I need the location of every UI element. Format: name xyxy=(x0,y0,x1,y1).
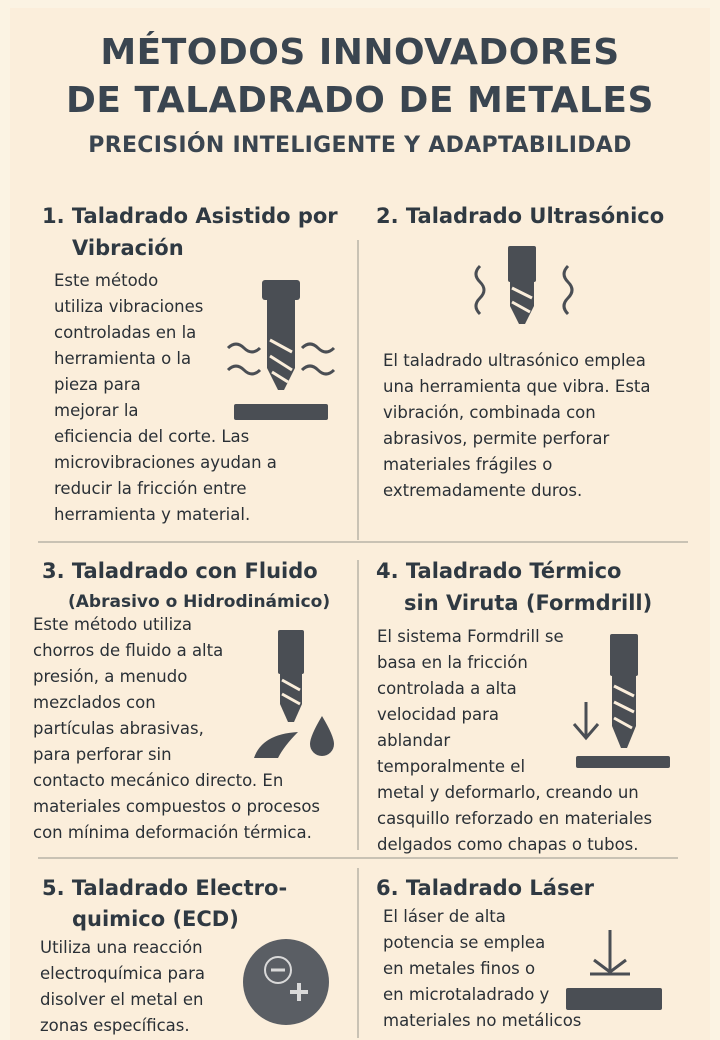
body-line: potencia se emplea xyxy=(383,933,546,952)
body-line: microvibraciones ayudan a xyxy=(54,453,277,472)
body-line: El taladrado ultrasónico emplea xyxy=(383,351,646,370)
section-2-body xyxy=(383,348,651,504)
body-line: eficiencia del corte. Las xyxy=(54,427,250,446)
body-line: en microtaladrado y xyxy=(383,985,550,1004)
section-3-heading: 3. Taladrado con Fluido xyxy=(42,559,318,583)
thermal-drill-icon xyxy=(566,632,676,770)
body-line: mejorar la xyxy=(54,401,139,420)
laser-drill-icon xyxy=(564,926,664,1016)
divider-vertical-3 xyxy=(357,868,359,1038)
body-line: en metales finos o xyxy=(383,959,536,978)
body-line: partículas abrasivas, xyxy=(33,719,204,738)
section-6-heading: 6. Taladrado Láser xyxy=(376,876,595,900)
body-line: pieza para xyxy=(54,375,141,394)
body-line: materiales no metálicos xyxy=(383,1011,582,1030)
divider-vertical-1 xyxy=(357,240,359,540)
body-line: controlada a alta xyxy=(377,679,517,698)
vibration-drill-icon xyxy=(222,278,342,428)
section-6-body xyxy=(383,904,581,1034)
section-5-heading: 5. Taladrado Electro- xyxy=(42,876,288,900)
body-line: electroquímica para xyxy=(40,964,206,983)
body-line: presión, a menudo xyxy=(33,667,188,686)
electrochemical-icon xyxy=(240,936,332,1028)
body-line: reducir la fricción entre xyxy=(54,479,247,498)
divider-vertical-2 xyxy=(357,560,359,850)
section-4-heading-2: sin Viruta (Formdrill) xyxy=(404,591,653,615)
body-line: con mínima deformación térmica. xyxy=(33,823,312,842)
subtitle: PRECISIÓN INTELIGENTE Y ADAPTABILIDAD xyxy=(88,133,632,158)
body-line: vibración, combinada con xyxy=(383,403,596,422)
body-line: zonas específicas. xyxy=(40,1016,190,1035)
body-line: contacto mecánico directo. En xyxy=(33,771,284,790)
body-line: delgados como chapas o tubos. xyxy=(377,835,639,854)
section-5-body xyxy=(40,935,205,1039)
title-line-1: MÉTODOS INNOVADORES xyxy=(100,32,620,73)
body-line: ablandar xyxy=(377,731,451,750)
body-line: disolver el metal en xyxy=(40,990,204,1009)
body-line: temporalmente el xyxy=(377,757,526,776)
body-line: herramienta o la xyxy=(54,349,192,368)
ultrasonic-drill-icon xyxy=(470,244,580,328)
section-1-heading-2: Vibración xyxy=(72,236,184,260)
section-4-heading: 4. Taladrado Térmico xyxy=(376,559,622,583)
body-line: extremadamente duros. xyxy=(383,481,583,500)
body-line: casquillo reforzado en materiales xyxy=(377,809,653,828)
fluid-drill-icon xyxy=(248,628,343,766)
body-line: Este método utiliza xyxy=(33,615,192,634)
body-line: materiales frágiles o xyxy=(383,455,553,474)
body-line: metal y deformarlo, creando un xyxy=(377,783,639,802)
body-line: velocidad para xyxy=(377,705,500,724)
body-line: controladas en la xyxy=(54,323,197,342)
divider-horizontal-1 xyxy=(38,541,688,543)
body-line: mezclados con xyxy=(33,693,156,712)
body-line: El sistema Formdrill se xyxy=(377,627,564,646)
body-line: herramienta y material. xyxy=(54,505,251,524)
section-5-heading-2: quimico (ECD) xyxy=(72,907,239,931)
body-line: basa en la fricción xyxy=(377,653,528,672)
body-line: chorros de fluido a alta xyxy=(33,641,224,660)
body-line: Utiliza una reacción xyxy=(40,938,203,957)
title-line-2: DE TALADRADO DE METALES xyxy=(66,80,654,121)
body-line: El láser de alta xyxy=(383,907,506,926)
section-1-heading: 1. Taladrado Asistido por xyxy=(42,204,338,228)
section-2-heading: 2. Taladrado Ultrasónico xyxy=(376,204,665,228)
body-line: una herramienta que vibra. Esta xyxy=(383,377,651,396)
body-line: Este método xyxy=(54,271,159,290)
body-line: abrasivos, permite perforar xyxy=(383,429,610,448)
body-line: materiales compuestos o procesos xyxy=(33,797,321,816)
section-3-subheading: (Abrasivo o Hidrodinámico) xyxy=(68,592,331,612)
body-line: utiliza vibraciones xyxy=(54,297,204,316)
body-line: para perforar sin xyxy=(33,745,172,764)
